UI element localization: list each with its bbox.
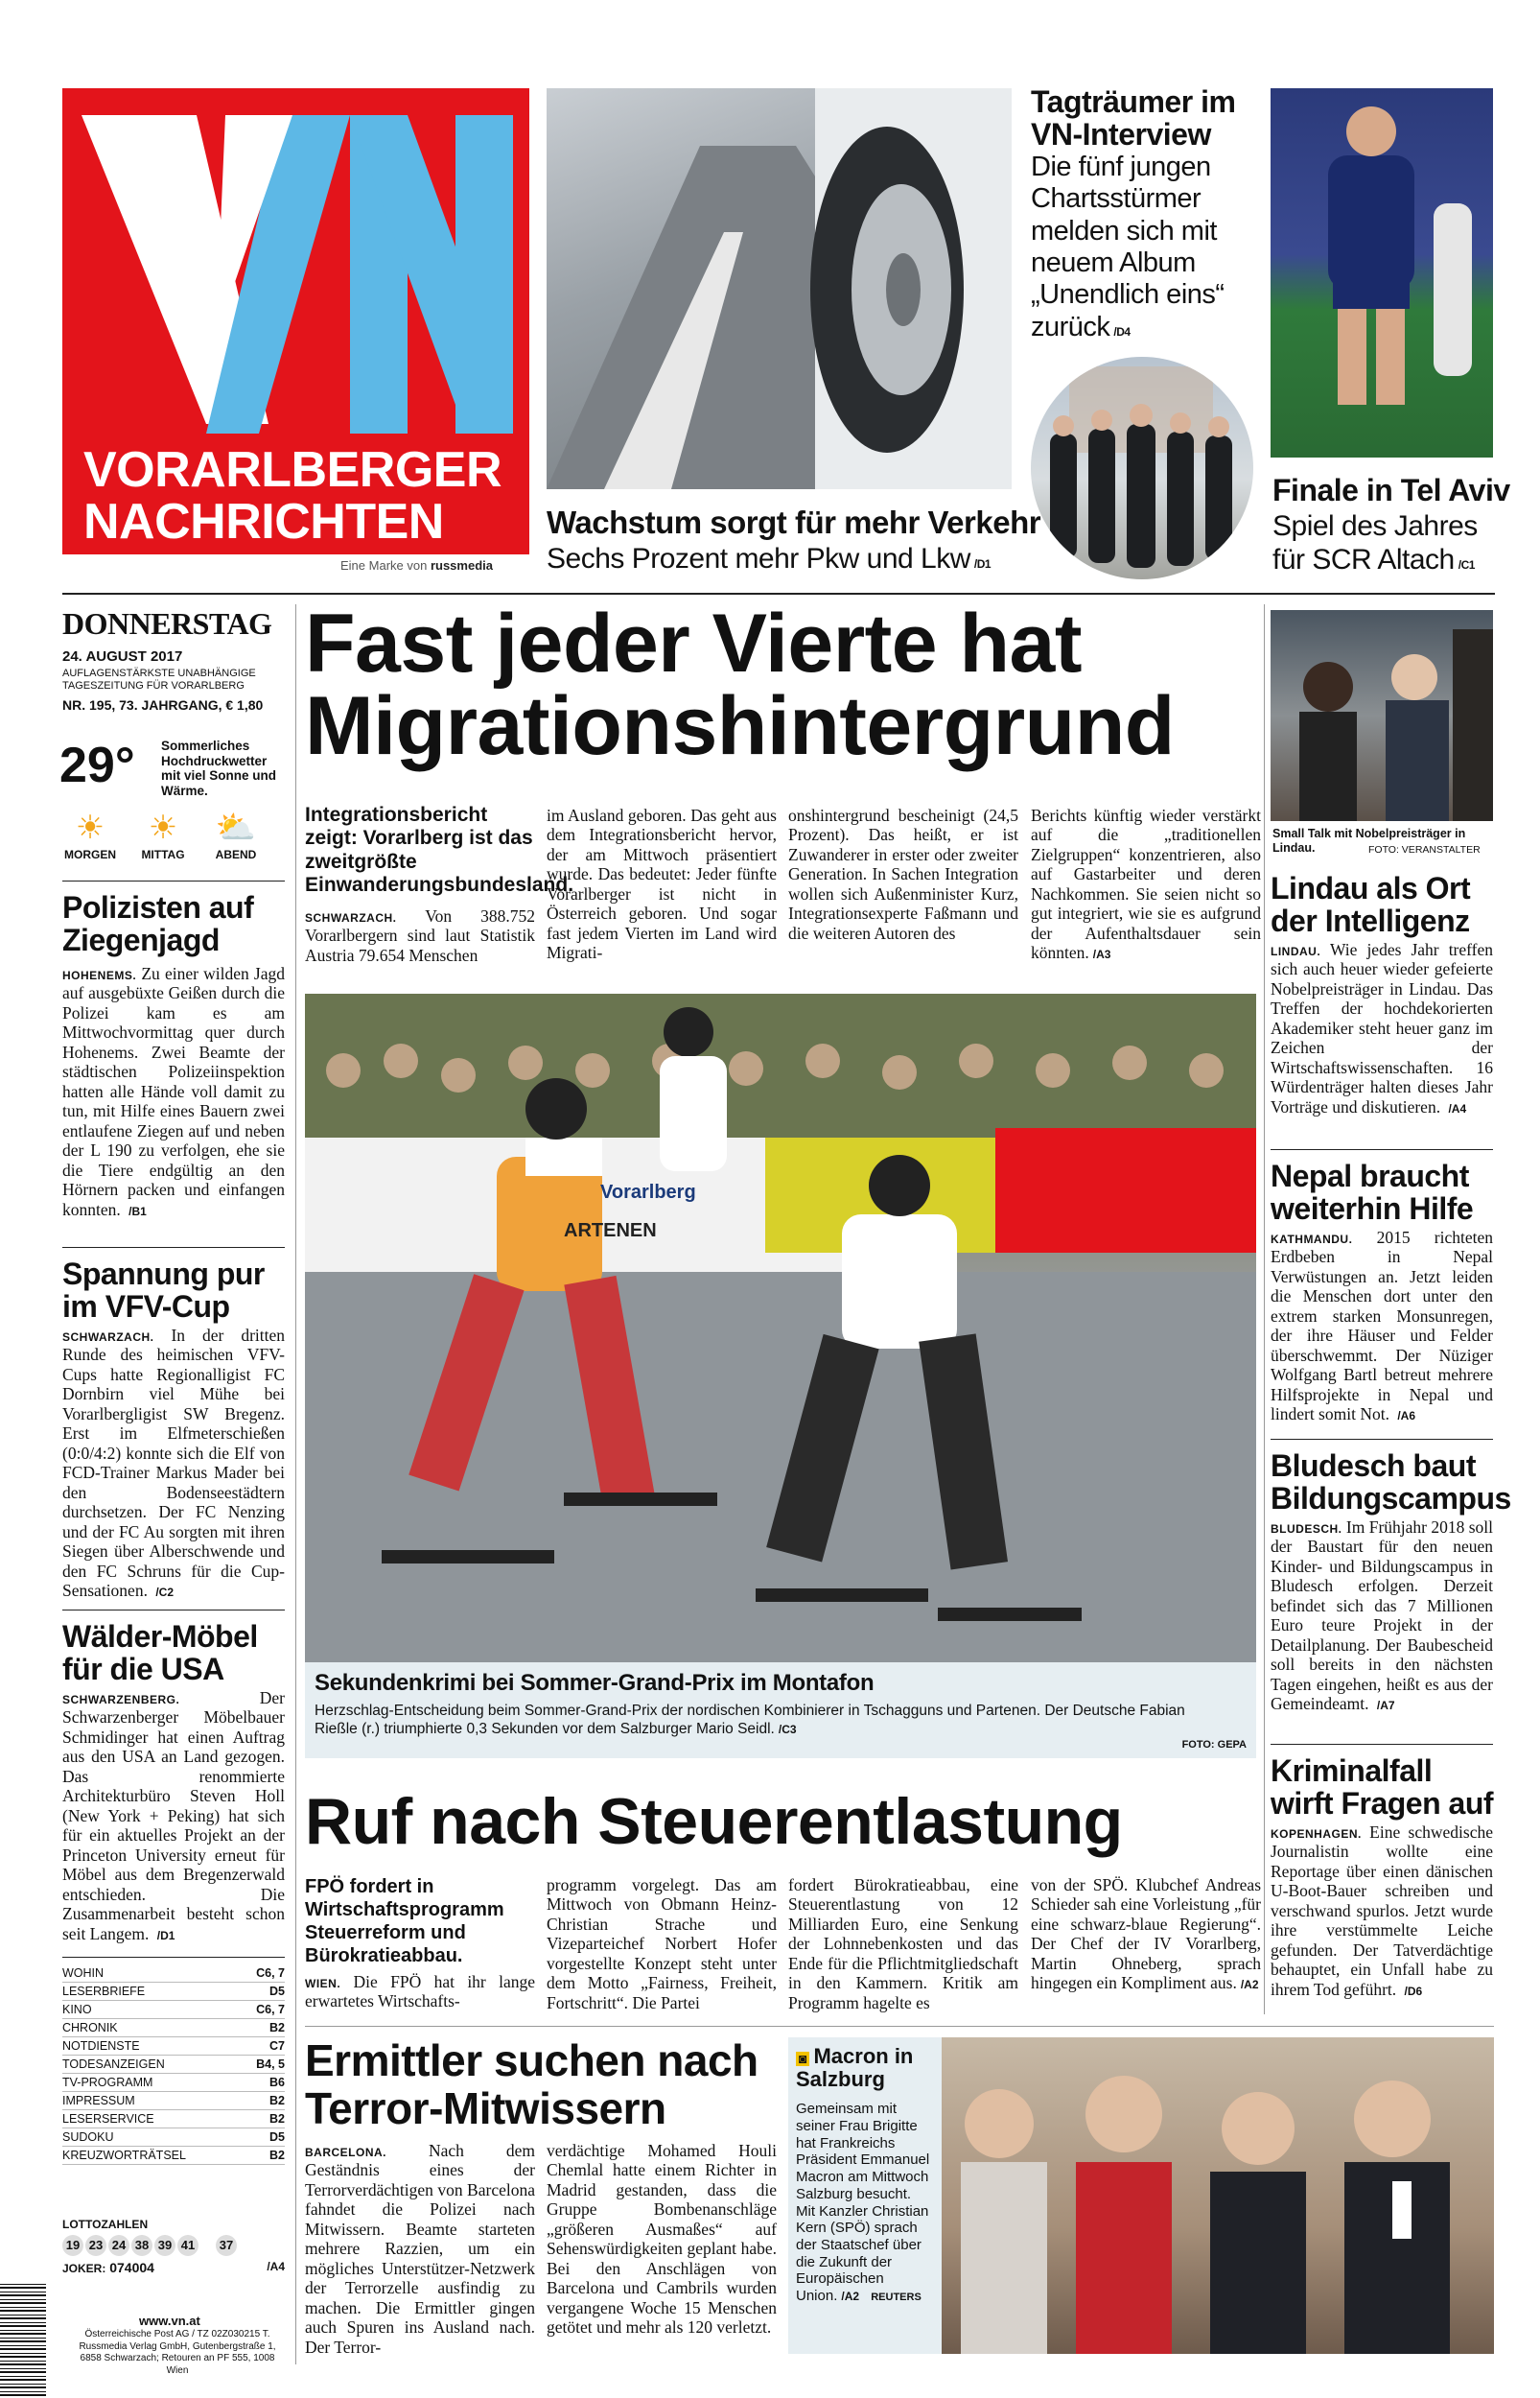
sun-icon: ☀ <box>148 811 178 846</box>
lindau-photo-credit: FOTO: VERANSTALTER <box>1368 844 1481 856</box>
index-row[interactable] <box>62 2147 285 2165</box>
right-story-1-place: LINDAU. <box>1271 945 1321 958</box>
teaser-3-sub[interactable] <box>1272 510 1503 576</box>
index-row[interactable] <box>62 2056 285 2074</box>
tax-headline[interactable]: Ruf nach Steuerentlastung <box>305 1785 1123 1858</box>
footer-lines: Österreichische Post AG / TZ 02Z030215 T. Russmedia Verlag GmbH, Gutenbergstraße 1, 6858 Schwarzach; Retouren an PF 555, 1008 Wien <box>79 2329 276 2376</box>
right-story-2-ref: /A6 <box>1397 1409 1416 1423</box>
main-photo-ref: /C3 <box>778 1722 797 1736</box>
index-label: IMPRESSUM <box>62 2094 135 2107</box>
sun-icon: ☀ <box>75 811 105 846</box>
right-story-1-text <box>1271 940 1493 1117</box>
band-members-icon <box>1031 357 1253 579</box>
lotto-ball: 39 <box>154 2235 175 2256</box>
lotto-joker <box>62 2260 285 2275</box>
left-story-2-headline[interactable]: Spannung pur im VFV-Cup <box>62 1257 265 1324</box>
right-story-1-headline[interactable]: Lindau als Ort der Intelligenz <box>1271 871 1471 938</box>
lead-col-3: onshintergrund bescheinigt (24,5 Prozent). Das heißt, er ist Zuwanderer in erster oder zweiter Generation. In Sachen Integration wollen sich Außenminister Kurz, Integrationsexperte Faßmann und die weiteren Autoren des <box>788 806 1018 943</box>
lotto-ball: 38 <box>131 2235 152 2256</box>
nobel-people-icon <box>1271 610 1493 821</box>
lotto-ball: 19 <box>62 2235 83 2256</box>
left-story-1-place: HOHENEMS. <box>62 969 137 982</box>
right-story-4-body: Eine schwedische Journalistin wollte eine Reportage über einen dänischen U-Boot-Bauer schreiben und verschwand spurlos. Jetzt wurde ihre verstümmelte Leiche gefunden. Der Tatverdächtige behauptet, ein Unfall habe zu ihrem Tod geführt. <box>1271 1822 1494 1999</box>
left-story-3-body: Der Schwarzenberger Möbelbauer Schmidinger hat einen Auftrag aus den USA an Land gezogen. Das renommierte Architekturbüro Steven Holl (New York + Peking) hat sich für ein aktuelles Projekt an der Princeton University erneut für Möbel aus dem Bregenzerwald entschieden. Die Zusammenarbeit besteht schon seit Langem. <box>62 1688 285 1943</box>
macron-ref: /A2 <box>841 2289 860 2303</box>
lotto-title: LOTTOZAHLEN <box>62 2218 149 2231</box>
index-label: KINO <box>62 2003 92 2016</box>
car-wheel-icon <box>547 88 1012 489</box>
main-photo[interactable] <box>305 994 1256 1662</box>
right-story-4-headline[interactable]: Kriminalfall wirft Fragen auf <box>1271 1753 1494 1821</box>
index-label: TV-PROGRAMM <box>62 2076 153 2089</box>
teaser-1-sub-text: Sechs Prozent mehr Pkw und Lkw <box>547 543 970 575</box>
lindau-photo[interactable] <box>1271 610 1493 821</box>
left-story-1-headline[interactable]: Polizisten auf Ziegenjagd <box>62 890 254 957</box>
index-row[interactable] <box>62 1964 285 1983</box>
joker-number: 074004 <box>109 2260 154 2275</box>
right-col-separator <box>1264 604 1265 2014</box>
index-page: C7 <box>269 2039 285 2053</box>
index-row[interactable] <box>62 2001 285 2019</box>
rollerski-race-icon <box>305 994 1256 1662</box>
lotto-bonus-ball: 37 <box>216 2235 237 2256</box>
index-row[interactable] <box>62 2019 285 2037</box>
right-story-3-place: BLUDESCH. <box>1271 1522 1342 1536</box>
masthead-logo[interactable] <box>62 88 529 554</box>
index-label: LESERSERVICE <box>62 2112 154 2126</box>
macron-box[interactable] <box>788 2037 942 2354</box>
lotto-ball: 23 <box>85 2235 106 2256</box>
main-photo-credit: FOTO: GEPA <box>1181 1739 1247 1751</box>
index-page: C6, 7 <box>256 2003 285 2016</box>
index-row[interactable] <box>62 2128 285 2147</box>
index-label: LESERBRIEFE <box>62 1985 146 1998</box>
main-photo-caption-box <box>305 1662 1256 1758</box>
camera-icon: ◙ <box>796 2052 809 2066</box>
right-story-3-ref: /A7 <box>1376 1699 1395 1713</box>
weather-text: Sommerliches Hochdruckwetter mit viel Sonne und Wärme. <box>161 739 277 798</box>
terror-col-1 <box>305 2141 535 2357</box>
left-story-3-ref: /D1 <box>156 1928 175 1942</box>
edition-day: DONNERSTAG <box>62 606 272 641</box>
terror-place: BARCELONA. <box>305 2146 386 2159</box>
right-story-2-place: KATHMANDU. <box>1271 1233 1353 1246</box>
weather-noon-label: MITTAG <box>141 848 185 861</box>
tax-deck: FPÖ fordert in Wirtschaftsprogramm Steuerreform und Bürokratieabbau. <box>305 1876 504 1966</box>
teaser-1-ref: /D1 <box>973 557 992 571</box>
edition-date: 24. AUGUST 2017 <box>62 648 183 665</box>
main-photo-caption-title: Sekundenkrimi bei Sommer-Grand-Prix im Montafon <box>315 1670 875 1696</box>
teaser-1-headline[interactable]: Wachstum sorgt für mehr Verkehr <box>547 505 1041 540</box>
lotto-ball: 41 <box>177 2235 198 2256</box>
right-story-1-ref: /A4 <box>1448 1101 1467 1116</box>
left-story-1-text <box>62 964 285 1219</box>
soccer-photo <box>1271 88 1493 458</box>
macron-crowd-icon <box>942 2037 1494 2354</box>
right-story-1-body: Wie jedes Jahr treffen sich auch heuer wieder gefeierte Nobelpreisträger in Lindau. Das Treffen der hochdekorierten Akademiker steht heuer ganz im Zeichen der Wirtschaftswissenschaften. 16 Würdenträger halten dieses Jahr Vorträge und diskutieren. <box>1271 940 1494 1117</box>
index-label: SUDOKU <box>62 2130 114 2144</box>
lead-deck: Integrationsbericht zeigt: Vorarlberg ist das zweitgrößte Einwanderungsbundesland. <box>305 804 574 897</box>
index-page: B4, 5 <box>256 2057 285 2071</box>
teaser-2-sub[interactable] <box>1031 152 1275 343</box>
right-story-4-text <box>1271 1822 1493 1999</box>
weather-evening-label: ABEND <box>215 848 257 861</box>
footer-url[interactable]: www.vn.at <box>139 2314 200 2328</box>
masthead-title-line1: VORARLBERGER <box>83 442 502 498</box>
vn-logo-icon <box>62 88 529 443</box>
teaser-3-sub-text: Spiel des Jahres für SCR Altach <box>1272 510 1478 576</box>
right-story-4-place: KOPENHAGEN. <box>1271 1827 1362 1841</box>
left-divider-weather <box>62 881 285 882</box>
index-row[interactable] <box>62 2037 285 2056</box>
index-row[interactable] <box>62 2110 285 2128</box>
tax-col-4 <box>1031 1875 1261 1993</box>
lead-col-4-text: Berichts künftig wieder verstärkt auf die „traditionellen Zielgruppen“ konzentrieren, also auf Gastarbeiter und deren Nachkommen. Sie seien nicht so gut integriert, wie sie es aufgrund der Aufenthaltsdauer sein könnten. <box>1031 806 1261 963</box>
road-photo <box>547 88 1012 489</box>
right-story-2-body: 2015 richteten Erdbeben in Nepal Verwüstungen an. Jetzt leiden die Menschen dort unter den extrem starken Monsunregen, der ihre Häuser und Felder überschwemmt. Der Nüziger Wolfgang Bartl betreut mehrere Hilfsprojekte in Nepal und lindert somit Not. <box>1271 1228 1493 1424</box>
main-photo-caption-text: Herzschlag-Entscheidung beim Sommer-Grand-Prix der nordischen Kombinierer in Tschagguns und Partenen. Der Deutsche Fabian Rießle (r.) triumphierte 0,3 Sekunden vor dem Salzburger Mario Seidl. <box>315 1703 1185 1737</box>
macron-headline-text: Macron in Salzburg <box>796 2044 914 2092</box>
index-label: WOHIN <box>62 1966 105 1980</box>
weather-noon <box>134 810 192 861</box>
macron-headline <box>796 2045 934 2091</box>
lead-col-1-text: Von 388.752 Vorarlbergern sind laut Statistik Austria 79.654 Menschen <box>305 906 535 965</box>
edition-issue: NR. 195, 73. JAHRGANG, € 1,80 <box>62 697 264 713</box>
index-page: C6, 7 <box>256 1966 285 1980</box>
index-page: D5 <box>269 2130 285 2144</box>
lotto-ball: 24 <box>108 2235 129 2256</box>
right-story-3-headline[interactable]: Bludesch baut Bildungscampus <box>1271 1448 1511 1516</box>
teaser-2-sub-text: Die fünf jungen Chartsstürmer melden sich mit neuem Album „Unendlich eins“ zurück <box>1031 152 1225 342</box>
barcode <box>0 2281 46 2396</box>
teaser-2-ref: /D4 <box>1113 324 1131 339</box>
right-divider-3 <box>1271 1744 1493 1745</box>
lindau-photo-caption: Small Talk mit Nobelpreisträger in Lindau. <box>1272 827 1466 855</box>
weather-morning <box>61 810 119 861</box>
macron-credit: REUTERS <box>871 2291 922 2303</box>
left-story-1-ref: /B1 <box>128 1204 147 1218</box>
lead-ref: /A3 <box>1092 948 1111 962</box>
tax-col-2: programm vorgelegt. Das am Mittwoch von Obmann Heinz-Christian Strache und Vizeparteichef Norbert Hofer vorgestellte Konzept steht unter dem Motto „Fairness, Freiheit, Fortschritt“. Die Partei <box>547 1875 777 2012</box>
left-story-1-body: Zu einer wilden Jagd auf ausgebüxte Geißen durch die Polizei kam es am Mittwochvormittag quer durch Hohenems. Zwei Beamte der städtischen Polizeiinspektion hatten alle Hände voll damit zu tun, mit Hilfe eines Bauern zwei entlaufene Ziegen auf und neben der L 190 zu verfolgen, ehe sie die Tiere endgültig an den Hörnern packen und einfangen konnten. <box>62 964 285 1219</box>
tax-ref: /A2 <box>1240 1978 1259 1992</box>
masthead-title-line2: NACHRICHTEN <box>83 494 444 550</box>
left-story-3-place: SCHWARZENBERG. <box>62 1693 180 1706</box>
tax-place: WIEN. <box>305 1977 341 1990</box>
brand-note-text: Eine Marke von <box>340 558 428 573</box>
brand-name: russmedia <box>430 558 493 573</box>
macron-text <box>796 2101 934 2304</box>
band-photo <box>1031 357 1253 579</box>
right-story-2-headline[interactable]: Nepal braucht weiterhin Hilfe <box>1271 1159 1474 1226</box>
right-divider-2 <box>1271 1439 1493 1440</box>
right-story-2-text <box>1271 1228 1493 1424</box>
tax-col-1-text: Die FPÖ hat ihr lange erwartetes Wirtschafts- <box>305 1972 536 2011</box>
tax-col-4-text: von der SPÖ. Klubchef Andreas Schieder sah eine Vorleistung „für eine schwarz-blaue Regierung“. Der Chef der IV Vorarlberg, Martin Ohneberg, sprach hingegen ein Kompliment aus. <box>1031 1875 1261 1993</box>
lead-headline[interactable]: Fast jeder Vierte hat Migrationshintergrund <box>305 598 1175 772</box>
tax-col-3: fordert Bürokratieabbau, eine Steuerentlastung von 12 Milliarden Euro, eine Senkung der Lohnnebenkosten und das Ende für die Pflichtmitgliedschaft in den Kammern. Kritik am Programm hagelte es <box>788 1875 1018 2012</box>
left-story-2-body: In der dritten Runde des heimischen VFV-Cups hatte Regionalligist FC Dornbirn viel Mühe bei Vorarlbergligist SW Bregenz. Erst im Elfmeterschießen (0:0/4:2) konnte sich die Elf von FCD-Trainer Markus Mader bei den Bodenseestädtern durchsetzen. Der FC Nenzing und der FC Au sorgten mit ihren Siegen über Alberschwende und den FC Schruns für die Cup-Sensationen. <box>62 1326 285 1601</box>
left-story-3-headline[interactable]: Wälder-Möbel für die USA <box>62 1619 258 1686</box>
index-label: CHRONIK <box>62 2021 118 2034</box>
weather-icons <box>61 810 265 861</box>
right-divider-1 <box>1271 1149 1493 1150</box>
barcode-number <box>0 2312 1 2361</box>
index-row[interactable] <box>62 2092 285 2110</box>
weather-temp: 29° <box>59 738 135 793</box>
right-story-3-body: Im Frühjahr 2018 soll der Baustart für den neuen Kinder- und Bildungscampus in Bludesch erfolgen. Derzeit befindet sich das 7 Millionen Euro teure Projekt in der Detailplanung. Der Baubescheid soll bereits in den nächsten Tagen eingehen, heißt es aus der Gemeindeamt. <box>1271 1517 1494 1714</box>
sun-cloud-icon: ⛅ <box>215 811 257 846</box>
edition-tagline: AUFLAGENSTÄRKSTE UNABHÄNGIGE TAGESZEITUNG FÜR VORARLBERG <box>62 668 256 693</box>
right-story-3-text <box>1271 1517 1493 1714</box>
teaser-3-ref: /C1 <box>1458 557 1475 572</box>
lead-place: SCHWARZACH. <box>305 911 397 925</box>
teaser-2-headline[interactable]: Tagträumer im VN-Interview <box>1031 84 1236 152</box>
terror-headline[interactable]: Ermittler suchen nach Terror-Mitwissern <box>305 2035 758 2133</box>
tax-col-1 <box>305 1972 535 2011</box>
lead-col-2: im Ausland geboren. Das geht aus dem Integrationsbericht hervor, der am Mittwoch präsentiert wurde. Das bedeutet: Jeder fünfte Vorarlberger ist nicht in Österreich geboren. Und sogar fast jedem Vierten im Land wird Migrati- <box>547 806 777 963</box>
macron-text-body: Gemeinsam mit seiner Frau Brigitte hat Frankreichs Präsident Emmanuel Macron am Mittwoch Salzburg besucht. Mit Kanzler Christian Kern (SPÖ) sprach der Staatschef über die Zukunft der Europäischen Union. <box>796 2101 930 2304</box>
teaser-1-sub[interactable] <box>547 543 991 576</box>
left-divider-1 <box>62 1247 285 1248</box>
terror-col-1-text: Nach dem Geständnis eines der Terrorverdächtigen von Barcelona fahndet die Polizei nach Mitwissern. Beamte starteten mehrere Razzien, um ein mögliches Unterstützer-Netzwerk der Terrorzelle ausfindig zu machen. Die Ermittler gingen auch Spuren ins Ausland nach. Der Terror- <box>305 2141 535 2357</box>
lead-col-1 <box>305 906 535 965</box>
photo-banner-text: Vorarlberg <box>600 1182 696 1203</box>
index-label: TODESANZEIGEN <box>62 2057 165 2071</box>
index-row[interactable] <box>62 2074 285 2092</box>
index-label: NOTDIENSTE <box>62 2039 140 2053</box>
tax-bottom-divider <box>305 2026 1494 2027</box>
joker-label: JOKER: <box>62 2262 106 2275</box>
right-story-4-ref: /D6 <box>1404 1984 1423 1998</box>
left-story-2-ref: /C2 <box>155 1586 175 1600</box>
left-story-2-place: SCHWARZACH. <box>62 1330 154 1344</box>
index-page: B2 <box>269 2021 285 2034</box>
index-page: B2 <box>269 2094 285 2107</box>
lotto-numbers <box>62 2235 285 2256</box>
terror-col-2: verdächtige Mohamed Houli Chemlal hatte einem Richter in Madrid gestanden, dass die Gruppe Bombenanschläge „größeren Ausmaßes“ auf Sehenswürdigkeiten geplant habe. Bei den Anschlägen von Barcelona und Cambrils wurden vergangene Woche 15 Menschen getötet und mehr als 120 verletzt. <box>547 2141 777 2338</box>
left-story-2-text <box>62 1326 285 1601</box>
macron-photo[interactable] <box>942 2037 1494 2354</box>
left-col-separator <box>295 604 296 2364</box>
weather-evening <box>207 810 265 861</box>
weather-morning-label: MORGEN <box>64 848 116 861</box>
page-index <box>62 1964 285 2165</box>
lead-col-4 <box>1031 806 1261 963</box>
photo-bib-text: ARTENEN <box>564 1220 657 1241</box>
lotto-box <box>62 2218 285 2275</box>
teaser-3-headline[interactable]: Finale in Tel Aviv <box>1272 473 1510 507</box>
index-page: B6 <box>269 2076 285 2089</box>
main-photo-caption <box>315 1703 1216 1738</box>
index-page: B2 <box>269 2149 285 2162</box>
brand-note <box>340 558 493 573</box>
index-row[interactable] <box>62 1983 285 2001</box>
left-divider-3 <box>62 1957 285 1958</box>
top-divider <box>62 593 1495 595</box>
index-page: B2 <box>269 2112 285 2126</box>
index-label: KREUZWORTRÄTSEL <box>62 2149 186 2162</box>
left-story-3-text <box>62 1688 285 1943</box>
index-page: D5 <box>269 1985 285 1998</box>
lotto-ref: /A4 <box>267 2260 285 2273</box>
soccer-player-icon <box>1271 88 1493 458</box>
